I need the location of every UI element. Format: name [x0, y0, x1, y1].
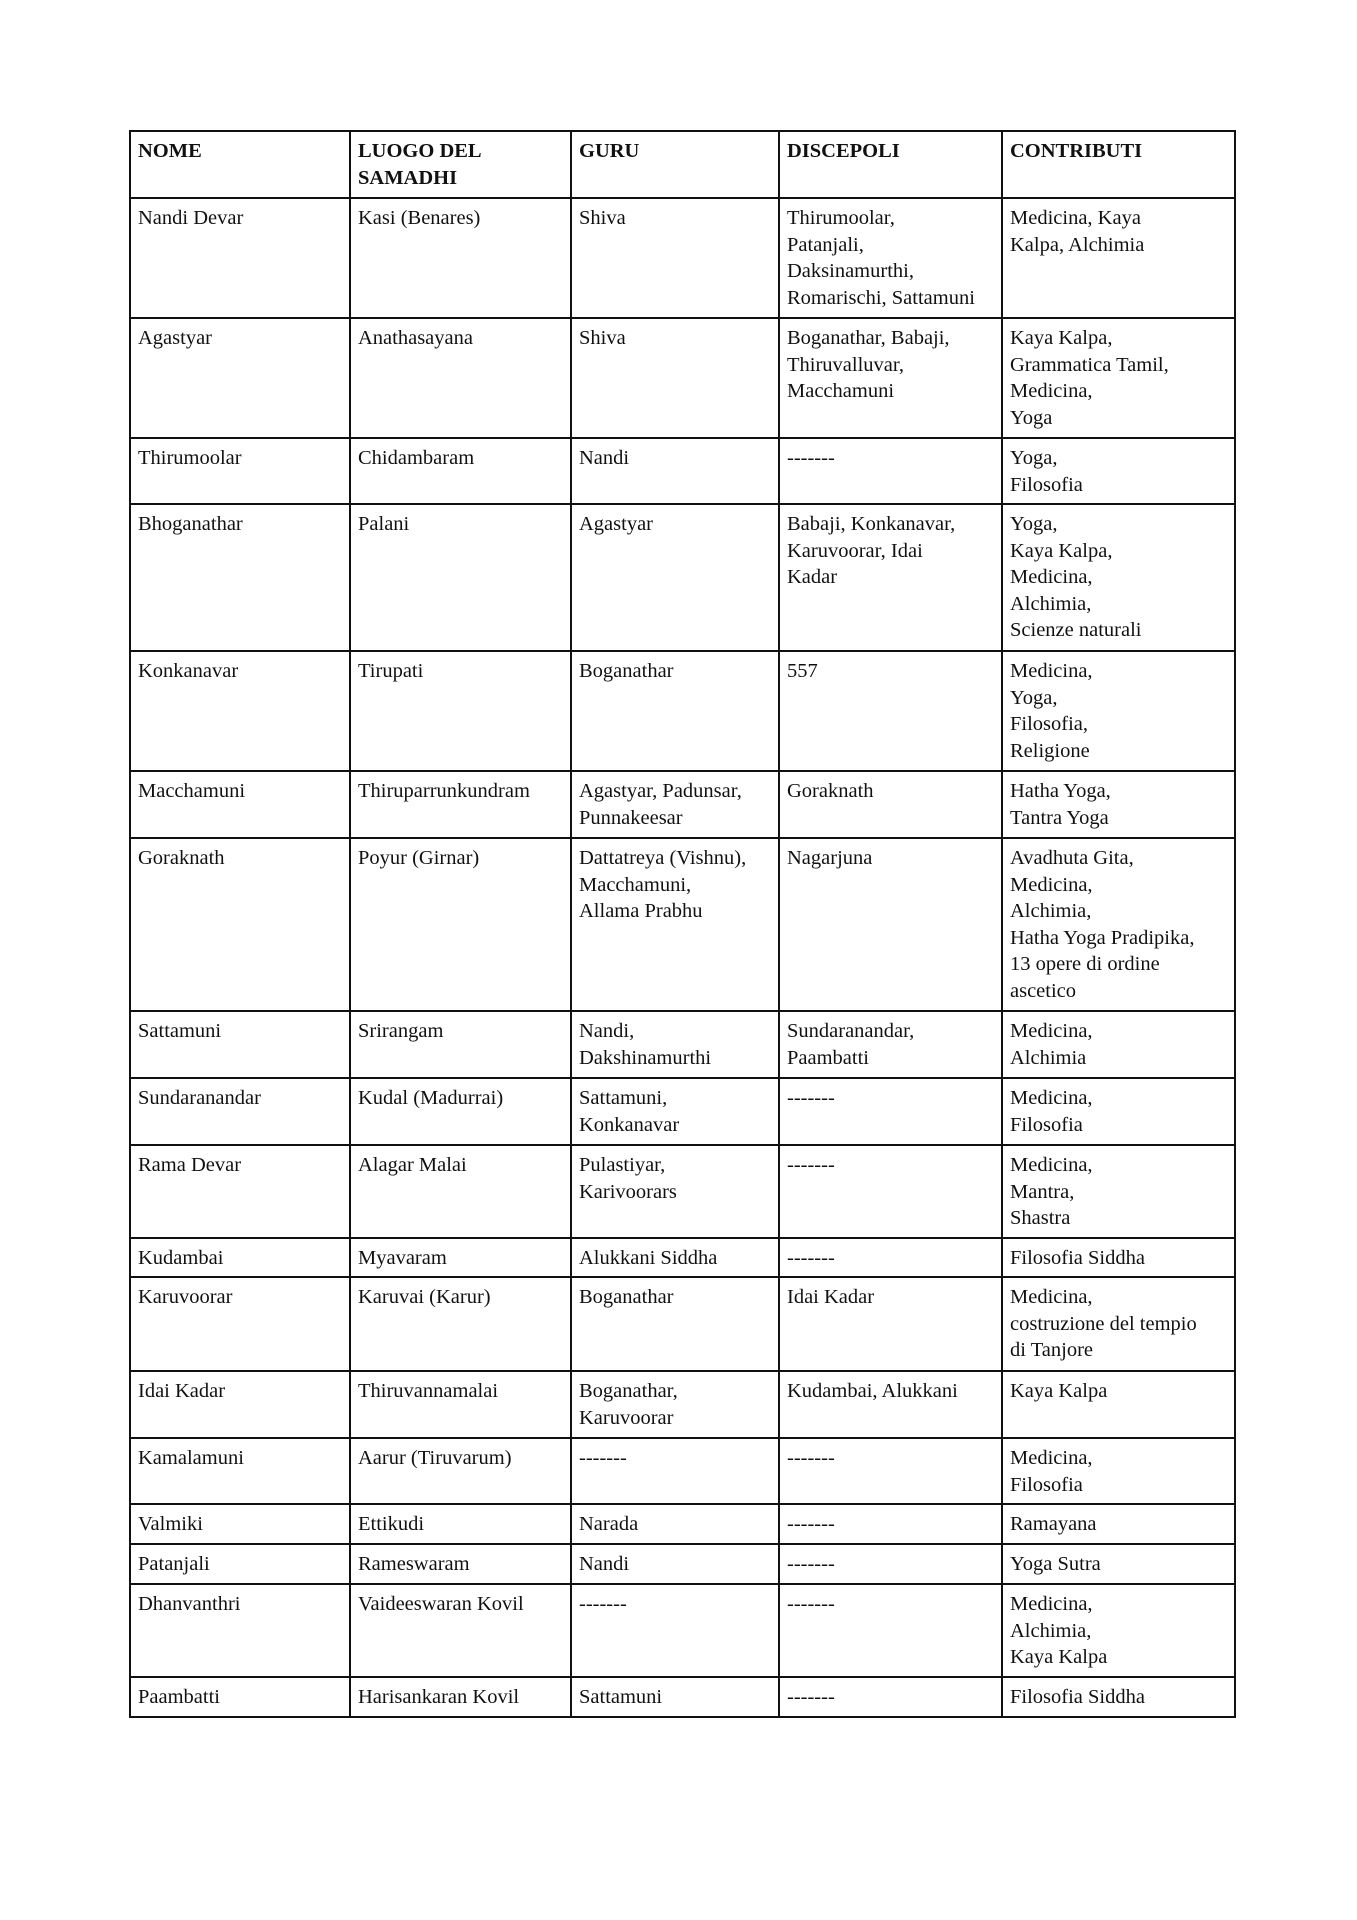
- table-row: [130, 1277, 1235, 1371]
- cell-text: Thirumoolar, Patanjali, Daksinamurthi, Romarischi, Sattamuni: [787, 207, 975, 309]
- cell-luogo: [350, 1677, 571, 1717]
- cell-luogo: [350, 504, 571, 651]
- header-luogo-del-samadhi: [350, 131, 571, 198]
- cell-nome: [130, 1504, 350, 1544]
- cell-text: Nagarjuna: [787, 847, 873, 869]
- cell-discepoli: [779, 1584, 1002, 1677]
- cell-guru: [571, 1677, 779, 1717]
- cell-text: Kudambai: [138, 1247, 224, 1269]
- cell-luogo: [350, 1078, 571, 1145]
- cell-nome: [130, 771, 350, 838]
- cell-luogo: [350, 1504, 571, 1544]
- header-label: CONTRIBUTI: [1010, 140, 1143, 162]
- header-label: GURU: [579, 140, 640, 162]
- cell-nome: [130, 1438, 350, 1504]
- cell-text: Idai Kadar: [138, 1380, 226, 1402]
- cell-text: -------: [579, 1593, 627, 1615]
- cell-luogo: [350, 1277, 571, 1371]
- cell-text: Narada: [579, 1513, 639, 1535]
- cell-discepoli: [779, 1371, 1002, 1438]
- cell-text: Kaya Kalpa, Grammatica Tamil, Medicina, Yoga: [1010, 327, 1169, 429]
- cell-guru: [571, 1584, 779, 1677]
- cell-text: Myavaram: [358, 1247, 447, 1269]
- cell-nome: [130, 1544, 350, 1584]
- cell-luogo: [350, 1145, 571, 1238]
- cell-guru: [571, 438, 779, 504]
- cell-luogo: [350, 198, 571, 318]
- cell-discepoli: [779, 198, 1002, 318]
- cell-text: Sattamuni: [138, 1020, 222, 1042]
- cell-text: Shiva: [579, 327, 626, 349]
- cell-guru: [571, 1438, 779, 1504]
- cell-discepoli: [779, 1504, 1002, 1544]
- cell-discepoli: [779, 1277, 1002, 1371]
- cell-guru: [571, 1504, 779, 1544]
- cell-contributi: [1002, 504, 1235, 651]
- cell-text: Goraknath: [787, 780, 874, 802]
- cell-guru: [571, 1011, 779, 1078]
- cell-luogo: [350, 1438, 571, 1504]
- cell-text: Sundaranandar: [138, 1087, 261, 1109]
- cell-text: -------: [787, 1154, 835, 1176]
- cell-contributi: [1002, 1438, 1235, 1504]
- cell-text: Paambatti: [138, 1686, 220, 1708]
- cell-contributi: [1002, 1277, 1235, 1371]
- cell-text: Boganathar, Karuvoorar: [579, 1380, 678, 1429]
- cell-text: Yoga Sutra: [1010, 1553, 1101, 1575]
- cell-text: Anathasayana: [358, 327, 473, 349]
- cell-text: Sundaranandar, Paambatti: [787, 1020, 915, 1069]
- cell-discepoli: [779, 838, 1002, 1011]
- cell-text: -------: [787, 1447, 835, 1469]
- cell-nome: [130, 198, 350, 318]
- cell-text: Ettikudi: [358, 1513, 425, 1535]
- cell-discepoli: [779, 1238, 1002, 1277]
- cell-text: Chidambaram: [358, 447, 475, 469]
- cell-contributi: [1002, 198, 1235, 318]
- cell-guru: [571, 1544, 779, 1584]
- table-row: [130, 1078, 1235, 1145]
- table-row: [130, 1677, 1235, 1717]
- cell-text: Valmiki: [138, 1513, 203, 1535]
- cell-text: Dattatreya (Vishnu), Macchamuni, Allama Prabhu: [579, 847, 747, 922]
- cell-luogo: [350, 1011, 571, 1078]
- cell-luogo: [350, 318, 571, 438]
- table-row: [130, 318, 1235, 438]
- cell-discepoli: [779, 318, 1002, 438]
- cell-guru: [571, 651, 779, 771]
- cell-contributi: [1002, 1238, 1235, 1277]
- cell-text: Vaideeswaran Kovil: [358, 1593, 524, 1615]
- cell-text: Patanjali: [138, 1553, 210, 1575]
- cell-text: -------: [579, 1447, 627, 1469]
- cell-contributi: [1002, 318, 1235, 438]
- cell-text: Boganathar, Babaji, Thiruvalluvar, Macchamuni: [787, 327, 950, 402]
- cell-discepoli: [779, 1145, 1002, 1238]
- cell-contributi: [1002, 1371, 1235, 1438]
- cell-nome: [130, 1677, 350, 1717]
- cell-contributi: [1002, 838, 1235, 1011]
- cell-guru: [571, 1238, 779, 1277]
- table-row: [130, 1238, 1235, 1277]
- cell-text: Rameswaram: [358, 1553, 470, 1575]
- cell-discepoli: [779, 1544, 1002, 1584]
- cell-text: Goraknath: [138, 847, 225, 869]
- table-row: [130, 838, 1235, 1011]
- cell-text: Hatha Yoga, Tantra Yoga: [1010, 780, 1111, 829]
- table-row: [130, 1584, 1235, 1677]
- cell-text: Medicina, Filosofia: [1010, 1087, 1093, 1136]
- cell-text: Ramayana: [1010, 1513, 1097, 1535]
- table-row: [130, 1145, 1235, 1238]
- cell-guru: [571, 1145, 779, 1238]
- cell-discepoli: [779, 1677, 1002, 1717]
- cell-discepoli: [779, 651, 1002, 771]
- table-row: [130, 771, 1235, 838]
- cell-discepoli: [779, 504, 1002, 651]
- cell-contributi: [1002, 1584, 1235, 1677]
- header-contributi: [1002, 131, 1235, 198]
- cell-text: Aarur (Tiruvarum): [358, 1447, 512, 1469]
- cell-text: Yoga, Kaya Kalpa, Medicina, Alchimia, Scienze naturali: [1010, 513, 1142, 641]
- cell-nome: [130, 318, 350, 438]
- cell-contributi: [1002, 1544, 1235, 1584]
- cell-text: Kudambai, Alukkani: [787, 1380, 958, 1402]
- cell-contributi: [1002, 1078, 1235, 1145]
- cell-text: Bhoganathar: [138, 513, 243, 535]
- cell-text: Yoga, Filosofia: [1010, 447, 1083, 496]
- cell-discepoli: [779, 1078, 1002, 1145]
- header-row: [130, 131, 1235, 198]
- cell-text: Sattamuni: [579, 1686, 663, 1708]
- cell-text: Srirangam: [358, 1020, 444, 1042]
- cell-guru: [571, 1277, 779, 1371]
- cell-text: Medicina, Alchimia, Kaya Kalpa: [1010, 1593, 1108, 1668]
- cell-contributi: [1002, 771, 1235, 838]
- cell-text: -------: [787, 1593, 835, 1615]
- cell-text: Filosofia Siddha: [1010, 1247, 1145, 1269]
- cell-discepoli: [779, 771, 1002, 838]
- cell-text: Pulastiyar, Karivoorars: [579, 1154, 677, 1203]
- cell-text: Konkanavar: [138, 660, 239, 682]
- cell-nome: [130, 1011, 350, 1078]
- cell-text: -------: [787, 1513, 835, 1535]
- cell-text: Nandi: [579, 447, 630, 469]
- cell-text: Tirupati: [358, 660, 424, 682]
- cell-nome: [130, 1277, 350, 1371]
- cell-contributi: [1002, 651, 1235, 771]
- cell-text: Agastyar, Padunsar, Punnakeesar: [579, 780, 742, 829]
- cell-contributi: [1002, 438, 1235, 504]
- cell-text: Idai Kadar: [787, 1286, 875, 1308]
- cell-text: -------: [787, 1087, 835, 1109]
- cell-text: Harisankaran Kovil: [358, 1686, 520, 1708]
- cell-text: Medicina, Yoga, Filosofia, Religione: [1010, 660, 1093, 762]
- cell-text: Poyur (Girnar): [358, 847, 480, 869]
- cell-nome: [130, 1371, 350, 1438]
- cell-text: Macchamuni: [138, 780, 246, 802]
- cell-text: Shiva: [579, 207, 626, 229]
- cell-text: -------: [787, 1686, 835, 1708]
- cell-guru: [571, 838, 779, 1011]
- cell-text: Medicina, Kaya Kalpa, Alchimia: [1010, 207, 1145, 256]
- cell-nome: [130, 838, 350, 1011]
- cell-text: -------: [787, 1247, 835, 1269]
- cell-contributi: [1002, 1504, 1235, 1544]
- cell-text: 557: [787, 660, 818, 682]
- header-nome: [130, 131, 350, 198]
- cell-text: Babaji, Konkanavar, Karuvoorar, Idai Kadar: [787, 513, 956, 588]
- cell-text: Boganathar: [579, 660, 674, 682]
- cell-text: Agastyar: [579, 513, 654, 535]
- cell-luogo: [350, 1371, 571, 1438]
- cell-contributi: [1002, 1145, 1235, 1238]
- cell-contributi: [1002, 1011, 1235, 1078]
- cell-guru: [571, 198, 779, 318]
- cell-text: Filosofia Siddha: [1010, 1686, 1145, 1708]
- cell-text: Medicina, costruzione del tempio di Tanjore: [1010, 1286, 1197, 1361]
- cell-text: Thirumoolar: [138, 447, 242, 469]
- cell-text: Thiruparrunkundram: [358, 780, 530, 802]
- cell-discepoli: [779, 1011, 1002, 1078]
- cell-nome: [130, 438, 350, 504]
- cell-text: Kudal (Madurrai): [358, 1087, 504, 1109]
- cell-nome: [130, 1584, 350, 1677]
- cell-nome: [130, 504, 350, 651]
- cell-text: Alagar Malai: [358, 1154, 467, 1176]
- cell-text: Alukkani Siddha: [579, 1247, 718, 1269]
- cell-discepoli: [779, 1438, 1002, 1504]
- cell-luogo: [350, 771, 571, 838]
- cell-text: Karuvai (Karur): [358, 1286, 491, 1308]
- cell-text: Kamalamuni: [138, 1447, 244, 1469]
- cell-guru: [571, 504, 779, 651]
- cell-guru: [571, 1371, 779, 1438]
- table-row: [130, 198, 1235, 318]
- cell-text: Dhanvanthri: [138, 1593, 241, 1615]
- table-row: [130, 1371, 1235, 1438]
- cell-text: -------: [787, 447, 835, 469]
- cell-text: Nandi Devar: [138, 207, 244, 229]
- cell-text: Agastyar: [138, 327, 213, 349]
- cell-nome: [130, 1145, 350, 1238]
- cell-luogo: [350, 1544, 571, 1584]
- table-body: [130, 198, 1235, 1717]
- table-row: [130, 1504, 1235, 1544]
- cell-text: Avadhuta Gita, Medicina, Alchimia, Hatha Yoga Pradipika, 13 opere di ordine ascetico: [1010, 847, 1195, 1002]
- header-guru: [571, 131, 779, 198]
- table-row: [130, 504, 1235, 651]
- cell-text: Palani: [358, 513, 410, 535]
- siddha-table: [129, 130, 1236, 1718]
- cell-contributi: [1002, 1677, 1235, 1717]
- table-row: [130, 1438, 1235, 1504]
- cell-text: -------: [787, 1553, 835, 1575]
- header-label: DISCEPOLI: [787, 140, 900, 162]
- cell-guru: [571, 771, 779, 838]
- cell-text: Rama Devar: [138, 1154, 242, 1176]
- cell-discepoli: [779, 438, 1002, 504]
- table-row: [130, 1544, 1235, 1584]
- table-row: [130, 438, 1235, 504]
- header-label: NOME: [138, 140, 202, 162]
- cell-nome: [130, 1078, 350, 1145]
- cell-text: Sattamuni, Konkanavar: [579, 1087, 680, 1136]
- cell-text: Kaya Kalpa: [1010, 1380, 1108, 1402]
- cell-nome: [130, 1238, 350, 1277]
- cell-luogo: [350, 1238, 571, 1277]
- table-row: [130, 1011, 1235, 1078]
- cell-luogo: [350, 651, 571, 771]
- cell-text: Medicina, Mantra, Shastra: [1010, 1154, 1093, 1229]
- cell-guru: [571, 318, 779, 438]
- cell-text: Nandi: [579, 1553, 630, 1575]
- header-label: LUOGO DEL SAMADHI: [358, 140, 482, 189]
- cell-text: Thiruvannamalai: [358, 1380, 499, 1402]
- cell-guru: [571, 1078, 779, 1145]
- cell-text: Nandi, Dakshinamurthi: [579, 1020, 712, 1069]
- table-row: [130, 651, 1235, 771]
- cell-luogo: [350, 838, 571, 1011]
- cell-text: Kasi (Benares): [358, 207, 481, 229]
- cell-luogo: [350, 1584, 571, 1677]
- header-discepoli: [779, 131, 1002, 198]
- cell-nome: [130, 651, 350, 771]
- cell-text: Medicina, Filosofia: [1010, 1447, 1093, 1496]
- cell-text: Karuvoorar: [138, 1286, 233, 1308]
- cell-text: Boganathar: [579, 1286, 674, 1308]
- cell-luogo: [350, 438, 571, 504]
- cell-text: Medicina, Alchimia: [1010, 1020, 1093, 1069]
